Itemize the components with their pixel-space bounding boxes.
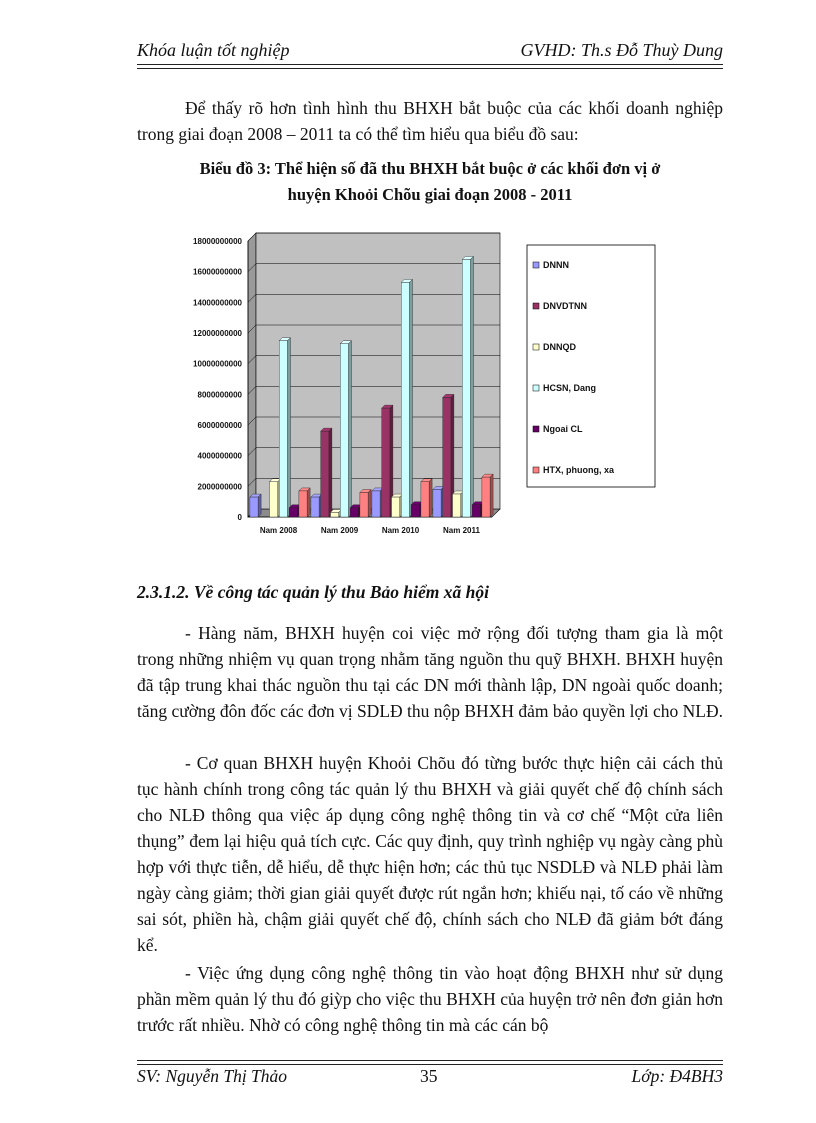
bar-front [401,282,409,517]
chart-caption [137,156,723,208]
legend-label: DNNN [543,260,569,270]
section-heading: 2.3.1.2. Về công tác quản lý thu Bảo hiểm xã hội [137,582,489,602]
bar [279,338,290,517]
footer-class: Lớp: Đ4BH3 [631,1066,723,1086]
legend-swatch [533,426,539,432]
bar-front [421,482,429,517]
bar-front [299,491,307,517]
bar [472,502,483,517]
chart-caption-line-2: huyện Khoỏi Chõu giai đoạn 2008 - 2011 [287,185,573,204]
bar-front [270,482,278,517]
bar-side [429,479,432,517]
legend-swatch [533,385,539,391]
bar-side [471,256,474,517]
chart-side-wall [248,233,256,517]
legend-label: HCSN, Dang [543,383,597,393]
bar [321,428,332,517]
bar [421,479,432,517]
bar-side [490,474,493,517]
bar-front [392,497,400,517]
paragraph-1: - Hàng năm, BHXH huyện coi việc mở rộng đối tượng tham gia là một trong những nhiệm vụ quan trọng nhằm tăng nguồn thu quỹ BHXH. BHXH huyện đã tập trung khai thác nguồn thu tại các DN mới thành lập, DN ngoài quốc doanh; tăng cường đôn đốc các đơn vị SDLĐ thu nộp BHXH đảm bảo quyền lợi cho NLĐ. [137,623,723,721]
bar-front [462,259,470,517]
bar-front [472,505,480,517]
header-supervisor: GVHD: Th.s Đỗ Thuỳ Dung [520,40,723,60]
legend-swatch [533,344,539,350]
footer-rule [137,1060,723,1065]
bar-front [433,489,441,517]
bar-front [250,497,258,517]
y-tick-label: 8000000000 [197,390,242,400]
bar [350,505,361,517]
bar [360,489,371,517]
bar [340,341,351,517]
bar-front [443,397,451,517]
y-tick-label: 2000000000 [197,482,242,492]
x-tick-label: Nam 2009 [320,526,359,535]
legend-box [527,245,655,487]
bar [411,502,422,517]
bar-side [329,428,332,517]
bar [331,509,342,517]
bar-front [340,344,348,517]
header-thesis-title: Khóa luận tốt nghiệp [137,40,290,60]
bar-front [411,505,419,517]
bar [462,256,473,517]
legend-label: HTX, phuong, xa [543,465,614,475]
legend-label: DNVDTNN [543,301,587,311]
bar [250,494,261,517]
legend-swatch [533,262,539,268]
y-tick-label: 6000000000 [197,421,242,430]
y-tick-label: 18000000000 [193,237,242,246]
y-tick-label: 0 [237,513,242,522]
bar-front [311,497,319,517]
chart-caption-line-1: Biểu đồ 3: Thể hiện số đã thu BHXH bắt buộc ở các khối đơn vị ở [199,159,661,178]
legend-label: Ngoai CL [543,424,583,434]
legend-swatch [533,303,539,309]
x-tick-label: Nam 2008 [259,526,298,535]
page-footer [137,1066,723,1090]
bar-front [372,491,380,517]
bar-side [368,489,371,517]
footer-student: SV: Nguyễn Thị Thảo [137,1066,288,1086]
y-tick-label: 16000000000 [193,267,242,277]
intro-paragraph: Để thấy rõ hơn tình hình thu BHXH bắt buộc của các khối doanh nghiệp trong giai đoạn 2008 – 2011 ta có thể tìm hiểu qua biểu đồ sau: [137,98,723,144]
bar-front [453,494,461,517]
y-tick-label: 4000000000 [197,451,242,461]
x-tick-label: Nam 2011 [443,526,480,535]
bar [382,405,393,517]
bar [289,505,300,517]
bar-side [258,494,261,517]
bar [372,488,383,517]
bar-front [360,492,368,517]
bar-front [350,508,358,517]
bar-front [482,477,490,517]
bar-front [331,512,339,517]
x-tick-label: Nam 2010 [381,526,420,535]
legend-swatch [533,467,539,473]
legend-label: DNNQD [543,342,576,352]
bar [453,491,464,517]
bar [299,488,310,517]
y-tick-label: 10000000000 [193,359,242,369]
bar-side [307,488,310,517]
page-header [137,38,723,66]
bar-chart [170,225,670,555]
bar [401,279,412,517]
chart-legend [527,245,655,487]
paragraph-3: - Việc ứng dụng công nghệ thông tin vào hoạt động BHXH như sử dụng phần mềm quản lý thu đó giỳp cho việc thu BHXH của huyện trở nên đơn giản hơn trước rất nhiều. Nhờ có công nghệ thông tin mà các cán bộ [137,963,723,1035]
bar-front [289,508,297,517]
bar [392,494,403,517]
bar [443,394,454,517]
bar [270,479,281,517]
plot-area [193,233,500,535]
bar-front [279,341,287,517]
bar-side [288,338,291,517]
bar [311,494,322,517]
bar-side [349,341,352,517]
bar-side [410,279,413,517]
page-number: 35 [420,1066,438,1086]
bar-front [321,431,329,517]
paragraph-2: - Cơ quan BHXH huyện Khoỏi Chõu đó từng bước thực hiện cải cách thủ tục hành chính trong công tác quản lý thu BHXH và giải quyết chế độ chính sách cho NLĐ thông qua việc áp dụng công nghệ thông tin và cơ chế “Một cửa liên thụng” đem lại hiệu quả tích cực. Các quy định, quy trình nghiệp vụ ngày càng phù hợp với thực tiễn, dễ hiểu, dễ thực hiện hơn; các thủ tục NSDLĐ và NLĐ phải làm ngày càng giảm; thời gian giải quyết được rút ngắn hơn; khiếu nại, tố cáo về những sai sót, phiền hà, chậm giải quyết chế độ, chính sách cho NLĐ đã giảm bớt đáng kể. [137,753,723,955]
bar [433,486,444,517]
bar-front [382,408,390,517]
header-rule [137,64,723,69]
bar [482,474,493,517]
y-tick-label: 14000000000 [193,298,242,308]
y-tick-label: 12000000000 [193,329,242,338]
